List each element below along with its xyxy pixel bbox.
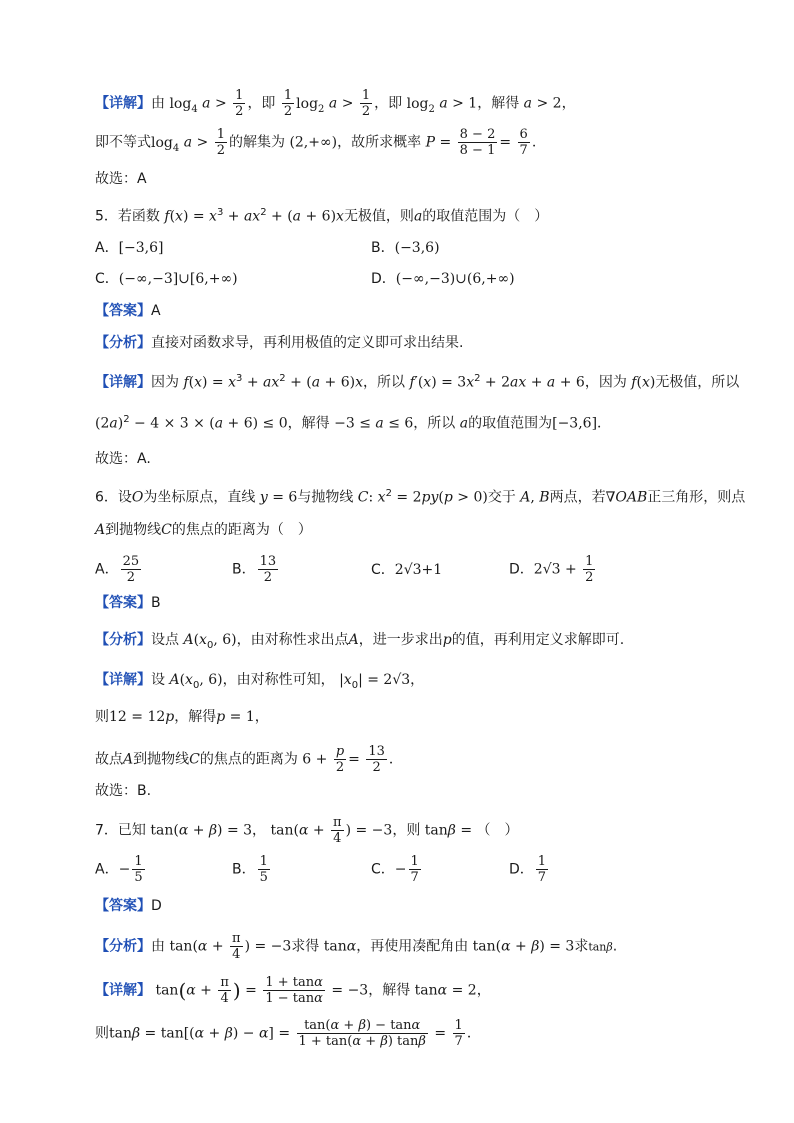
q4-detail-line1: 【详解】由 $\log_4 a$ > $\frac{1}{2}$ ，即 $\frac{1}{2}$ $\log_2 a$ > $\frac{1}{2}$ ，即 $\log_2 a > 1$，解得 a > 2， — [95, 88, 576, 119]
q5-detail-line2: $(2a)^2 - 4 \times 3 \times (a + 6) \le 0$，解得 −3 ≤ a ≤ 6，所以 a的取值范围为[−3,6]． — [95, 414, 612, 432]
q5-option-a[interactable]: A．[−3,6] — [95, 240, 164, 256]
q6-stem-line1: 6．设O为坐标原点，直线 y = 6与抛物线 C: $x^2 = 2py(p > 0)$交于 A, B两点，若∇OAB正三角形，则点 — [95, 488, 746, 506]
q6-stem-line2: A到抛物线C的焦点的距离为（ ） — [95, 522, 312, 538]
q5-option-b[interactable]: B．(−3,6) — [371, 240, 440, 256]
q5-stem: 5．若函数 $f(x) = x^3 + ax^2 + (a + 6)x$无极值，则a的取值范围为（ ） — [95, 207, 549, 225]
q6-analysis: 【分析】设点 $A(x_0$, 6)，由对称性求出点A，进一步求出p的值，再利用定义求解即可. — [95, 632, 625, 651]
q7-analysis: 【分析】由 tan(α + $\frac{\pi}{4}$ ) = −3求得 tanα，再使用凑配角由 tan(α + β) = 3求tanβ. — [95, 931, 618, 962]
q4-detail-line2: 即不等式$\log_4 a$ > $\frac{1}{2}$ 的解集为 (2,+∞)，故所求概率 P = $\frac{8 - 2}{8 - 1}$ = $\frac{6}{7}$ . — [95, 127, 537, 158]
q4-answer: 故选：A — [95, 171, 147, 187]
q6-option-c[interactable]: C．2√3+1 — [371, 562, 443, 578]
q6-detail-line3: 故点A到抛物线C的焦点的距离为 6 + $\frac{p}{2}$ = $\frac{13}{2}$ ． — [95, 744, 403, 775]
q6-option-d[interactable]: D．2√3 + $\frac{1}{2}$ — [509, 554, 594, 585]
q5-answer: 【答案】A — [95, 303, 161, 319]
q5-options-row2 — [95, 269, 695, 289]
q5-option-d[interactable]: D．(−∞,−3)∪(6,+∞) — [371, 271, 515, 287]
q7-detail-line2: 则tanβ = tan[(α + β) − α] = $\frac{\tan(\alpha + \beta) - \tan\alpha}{1 + \tan(\alpha + \beta) \tan\beta}$ = $\frac{1}{7}$ ． — [95, 1018, 481, 1049]
detail-tag: 【详解】 — [95, 95, 151, 112]
q7-option-a[interactable]: A．− $\frac{1}{5}$ — [95, 854, 143, 885]
q6-detail-line2: 则12 = 12p，解得p = 1， — [95, 709, 269, 725]
q6-option-a[interactable]: A． $\frac{25}{2}$ — [95, 554, 140, 585]
q6-options — [95, 554, 695, 584]
q5-options-row1 — [95, 238, 695, 258]
q7-option-b[interactable]: B． $\frac{1}{5}$ — [232, 854, 268, 885]
q7-stem: 7．已知 tan(α + β) = 3， tan(α + $\frac{\pi}{4}$ ) = −3，则 tanβ = （ ） — [95, 815, 519, 846]
q6-final: 故选：B. — [95, 783, 152, 799]
q7-option-c[interactable]: C．− $\frac{1}{7}$ — [371, 854, 419, 885]
q7-options — [95, 854, 695, 886]
q5-detail-line1: 【详解】因为 $f(x) = x^3 + ax^2 + (a + 6)x$，所以 $f'(x) = 3x^2 + 2ax + a + 6$，因为 f(x)无极值，所以 — [95, 373, 740, 391]
q6-detail-line1: 【详解】设 $A(x_0$, 6)，由对称性可知， $|x_0| = 2√3$， — [95, 672, 425, 691]
q5-final: 故选：A. — [95, 451, 151, 467]
q6-answer: 【答案】B — [95, 595, 161, 611]
q7-answer: 【答案】D — [95, 898, 162, 914]
q7-option-d[interactable]: D． $\frac{1}{7}$ — [509, 854, 547, 885]
q5-option-c[interactable]: C．(−∞,−3]∪[6,+∞) — [95, 271, 238, 287]
q6-option-b[interactable]: B． $\frac{13}{2}$ — [232, 554, 277, 585]
q7-detail-line1: 【详解】 tan(α + $\frac{\pi}{4}$ ) = $\frac{1 + \tan\alpha}{1 - \tan\alpha}$ = −3，解得 tanα = 2， — [95, 975, 491, 1006]
q5-analysis: 【分析】直接对函数求导，再利用极值的定义即可求出结果. — [95, 335, 464, 351]
